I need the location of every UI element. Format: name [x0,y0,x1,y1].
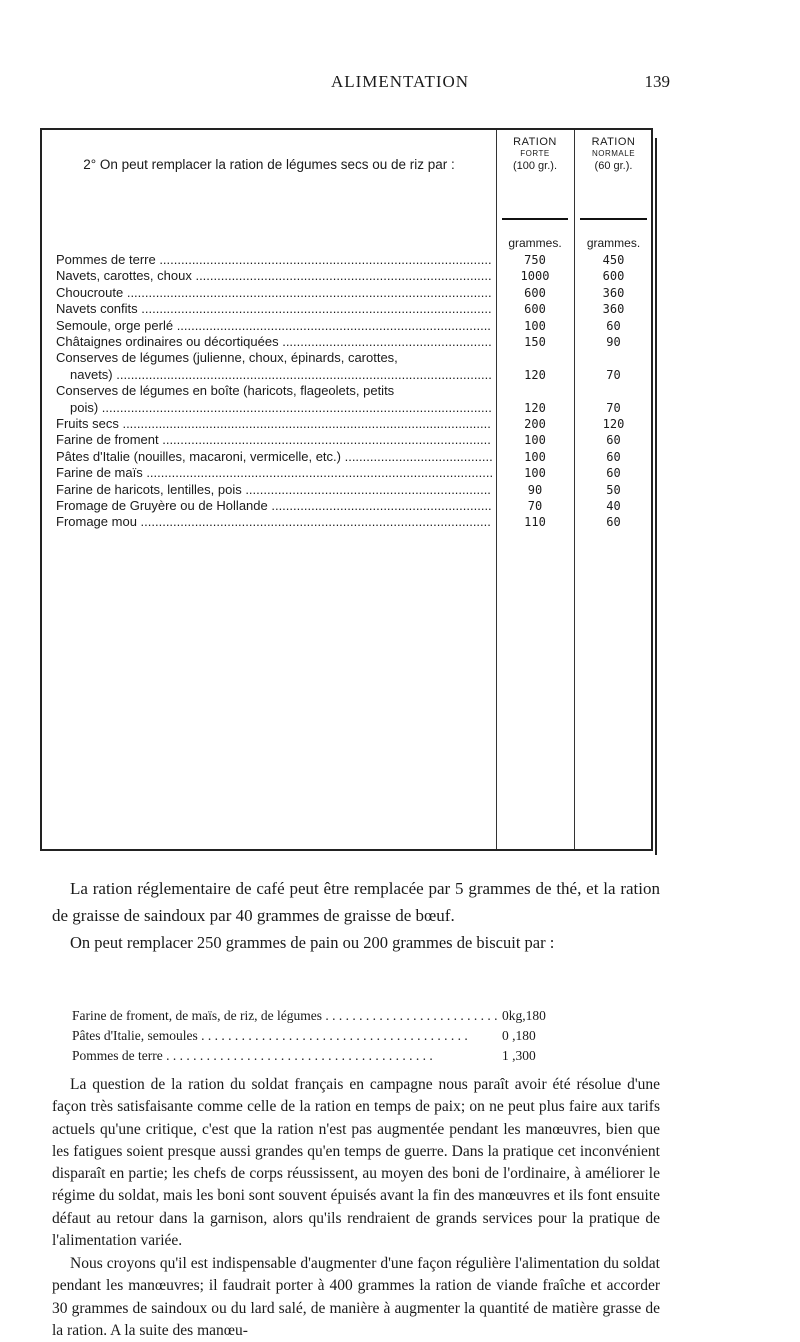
row-label: Farine de froment ..... [56,432,492,448]
table-row [42,334,653,350]
value-normale: 450 [602,253,625,267]
value-forte: 100 [524,466,546,481]
header-rule [580,218,647,220]
table-body [42,252,653,531]
row-label: Conserves de légumes (julienne, choux, épinards, carottes, [56,350,398,366]
value-forte: 70 [527,498,543,513]
list-item-label: Pommes de terre . . . [72,1046,497,1066]
column-weight: (100 gr.). [512,160,558,172]
page-number: 139 [644,72,670,91]
value-normale: 60 [606,466,621,481]
column-header-ration-forte [496,136,574,172]
value-normale: 360 [602,285,625,300]
list-item-label: Farine de froment, de maïs, de riz, de légumes . . . [72,1006,497,1026]
row-label: Fromage de Gruyère ou de Hollande ..... [56,498,492,514]
table-row [42,252,653,268]
column-weight: (60 gr.). [594,160,633,172]
value-forte: 90 [527,482,543,497]
value-forte: 100 [524,449,546,464]
value-normale: 120 [602,416,625,431]
list-item [72,1006,592,1026]
row-label: Farine de haricots, lentilles, pois ..... [56,482,492,498]
value-normale: 60 [606,433,621,448]
row-label: Semoule, orge perlé ..... [56,318,492,334]
value-normale: 70 [606,400,621,415]
header-rule [502,218,568,220]
list-item-value: 1 ,300 [502,1048,536,1063]
value-normale: 60 [606,515,621,530]
value-normale: 70 [606,367,621,382]
table-intro: 2° On peut remplacer la ration de légumes secs ou de riz par : [83,157,455,172]
table-row [42,514,653,530]
value-forte: 200 [524,416,546,431]
column-unit: grammes. [586,236,641,250]
list-item-value: 0 ,180 [502,1028,536,1043]
row-label: Navets confits ..... [56,301,492,317]
value-forte: 100 [524,433,546,448]
page-header [0,72,800,102]
column-unit: grammes. [508,236,562,250]
value-normale: 600 [602,269,625,284]
table-row [42,318,653,334]
column-subtitle: FORTE [520,149,550,158]
value-forte: 600 [524,285,546,300]
paragraph-coffee-ration: La ration réglementaire de café peut être remplacée par 5 grammes de thé, et la ration de graisse de saindoux par 40 grammes de graisse de bœuf. [52,879,660,925]
column-subtitle: NORMALE [591,149,636,158]
value-forte: 750 [524,253,546,267]
row-label: Fromage mou ..... [56,514,492,530]
table-row [42,465,653,481]
value-normale: 60 [606,318,621,333]
paragraph-bread-substitution: On peut remplacer 250 grammes de pain ou 200 grammes de biscuit par : [70,933,555,952]
list-item-value: 0kg,180 [502,1008,546,1023]
value-normale: 40 [606,498,621,513]
row-label: Farine de maïs ..... [56,465,492,481]
value-normale: 60 [606,449,621,464]
row-label: Pommes de terre ..... [56,252,492,268]
row-label: Châtaignes ordinaires ou décortiquées ..... [56,334,492,350]
running-title: ALIMENTATION [330,72,470,91]
table-row [42,482,653,498]
row-label-continued: navets) ..... [56,367,492,383]
column-header-ration-normale [574,136,653,172]
table-row [42,383,653,416]
row-label: Fruits secs ..... [56,416,492,432]
value-normale: 360 [602,302,625,317]
value-forte: 110 [524,515,546,530]
value-forte: 120 [524,367,546,382]
paragraph-manoeuvre-ration: Nous croyons qu'il est indispensable d'augmenter d'une façon régulière l'alimentation du soldat pendant les manœuvres; il faudrait porter à 400 grammes la ration de viande fraîche et accorder 30 grammes de saindoux ou du lard salé, de manière à augmenter la quantité de matière grasse de la ration. A la suite des manœu- [52,1255,660,1339]
paragraph-campaign-ration: La question de la ration du soldat français en campagne nous paraît avoir été résolue d'une façon très satisfaisante comme celle de la ration en temps de paix; on ne peut plus faire aux tarifs actuels qu'une critique, c'est que la ration n'est pas augmentée pendant les manœuvres, bien que les fatigues soient presque aussi grandes qu'en temps de guerre. Dans la pratique cet inconvénient disparaît en partie; les chefs de corps réussissent, au moyen des boni de l'ordinaire, à améliorer le régime du soldat, mais les boni sont souvent épuisés avant la fin des manœuvres et ils font ensuite défaut au retour dans la garnison, alors qu'ils rendraient de grands services pour la pratique de l'alimentation variée. [52,1076,660,1250]
table-row [42,416,653,432]
row-label: Pâtes d'Italie (nouilles, macaroni, vermicelle, etc.) ..... [56,449,492,465]
value-forte: 1000 [520,269,550,284]
table-row [42,449,653,465]
table-row [42,301,653,317]
list-item [72,1046,592,1066]
table-row [42,285,653,301]
value-forte: 150 [524,334,546,349]
value-normale: 90 [606,334,621,349]
table-row [42,432,653,448]
list-item-label: Pâtes d'Italie, semoules . . . [72,1026,497,1046]
table-row [42,350,653,383]
row-label: Navets, carottes, choux ..... [56,268,492,284]
value-forte: 120 [524,400,546,415]
substitution-table [40,128,653,851]
value-forte: 600 [524,302,546,317]
row-label-continued: pois) ..... [56,400,492,416]
table-row [42,268,653,284]
list-item [72,1026,592,1046]
row-label: Choucroute ..... [56,285,492,301]
value-forte: 100 [524,318,546,333]
column-title: RATION [591,136,636,148]
value-normale: 50 [606,482,621,497]
table-row [42,498,653,514]
row-label: Conserves de légumes en boîte (haricots, flageolets, petits [56,383,395,399]
bread-substitution-list [72,1006,592,1066]
column-title: RATION [513,136,557,148]
